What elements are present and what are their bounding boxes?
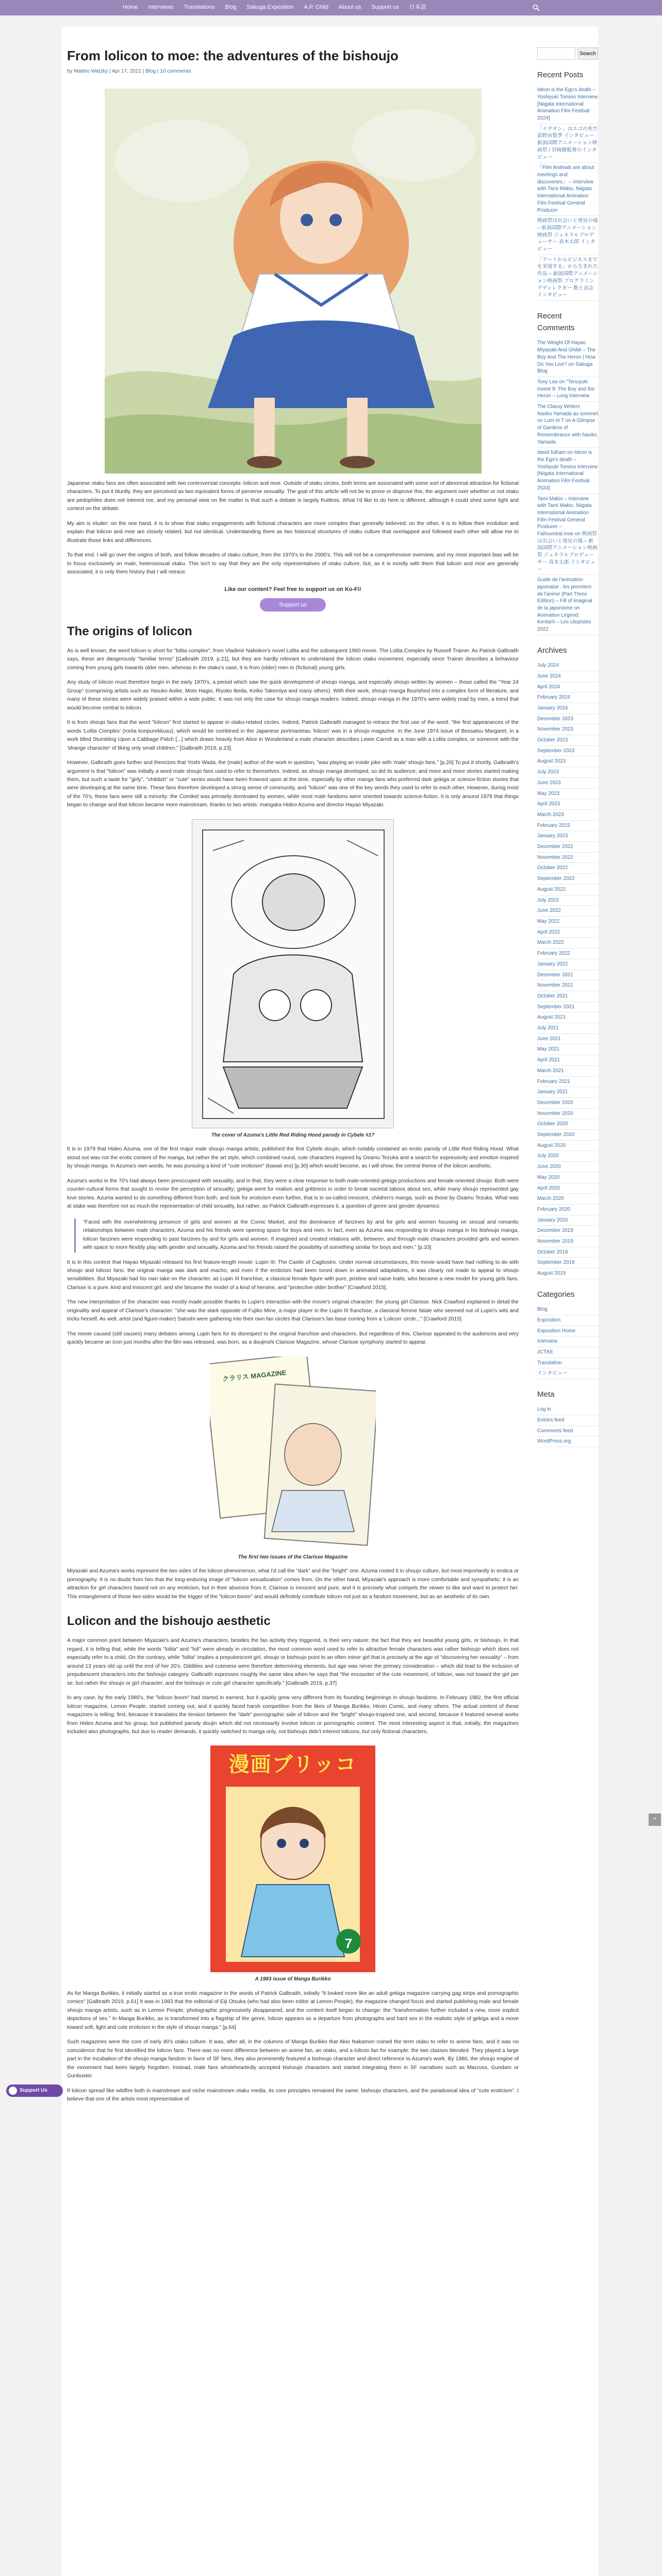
clarisse-cover-title: クラリス MAGAZINE bbox=[222, 1368, 287, 1383]
sidebar-list-item bbox=[537, 1236, 598, 1247]
kofi-cup-icon bbox=[9, 2087, 17, 2095]
sidebar-list-item bbox=[537, 895, 598, 906]
archive-link[interactable]: January 2022 bbox=[537, 961, 568, 967]
figure-manga-burikko bbox=[67, 1745, 519, 1984]
archive-link[interactable]: September 2023 bbox=[537, 748, 575, 754]
nav-japanese[interactable]: 日本語 bbox=[409, 4, 426, 11]
meta-link[interactable]: Log in bbox=[537, 1406, 551, 1413]
sidebar-list-item bbox=[537, 948, 598, 959]
sidebar-list-item bbox=[537, 821, 598, 832]
recent-posts-list bbox=[537, 85, 598, 301]
sidebar-list-item bbox=[537, 938, 598, 948]
hero-illustration bbox=[105, 89, 482, 473]
archives-title: Archives bbox=[537, 646, 567, 655]
archive-link[interactable]: August 2021 bbox=[537, 1014, 566, 1021]
archive-link[interactable]: July 2022 bbox=[537, 897, 559, 903]
clarisse-covers-drawing bbox=[210, 1357, 376, 1550]
sidebar-list-item bbox=[537, 1347, 598, 1358]
recent-post-link[interactable]: Ideon is the Ego's death – Yoshiyuki Tomino Interview [Niigata International Animation Film Festival 2024] bbox=[537, 87, 598, 122]
floating-support-button[interactable] bbox=[6, 2084, 63, 2097]
category-link[interactable]: Exposition Home bbox=[537, 1328, 576, 1334]
category-link[interactable]: Blog bbox=[537, 1307, 548, 1313]
recent-comment-item[interactable]: david fulham on Ideon is the Ego's death – Yoshiyuki Tomino Interview [Niigata International Animation Film Festival 2024] bbox=[537, 450, 598, 491]
sidebar-list-item bbox=[537, 756, 598, 767]
sidebar-list-item bbox=[537, 85, 598, 124]
post-date: Apr 17, 2021 bbox=[111, 68, 141, 74]
sidebar-list-item bbox=[537, 1258, 598, 1268]
archive-link[interactable]: November 2023 bbox=[537, 726, 573, 733]
recent-comment-item[interactable]: Tami Makio – Interview with Tami Makio, Niigata International Animation Film Festival General Producer – Falfoumeal.moe on 映画祭は出会いと発見の場 – 新潟国際アニメーション映画祭 ジェネラルプロデューサー 真木太郎 インタビュー bbox=[537, 496, 598, 572]
search-icon[interactable] bbox=[533, 4, 540, 11]
archive-link[interactable]: October 2021 bbox=[537, 993, 568, 999]
body-paragraph: It is in this context that Hayao Miyazaki released his first feature-length movie: Lupin III: The Castle of Cagliostro. Under normal circumstances, this movie would have had nothing to do with shoujo and lolicon fans: the original manga was dark and macho, and even if the eroticism had been toned down in animated adaptations, it was clearly not made to appeal to shoujo sensibilities. But Miyazaki had his own take on the character, as Lupin III franchise, a classical female figure with pure, pristine and naive traits, who became a new model for young girls fans. Clarisse is a pure, kind and innocent girl, and she became the model of a kind of heroine, and "protective older brother" [Crawford 2015]. bbox=[67, 1259, 519, 1291]
sidebar-search-button[interactable]: Search bbox=[577, 47, 598, 60]
category-link[interactable]: Exposition bbox=[537, 1317, 561, 1323]
category-link[interactable]: Translation bbox=[537, 1360, 562, 1366]
sidebar-list-item bbox=[537, 1077, 598, 1088]
bishoujo-illustration bbox=[105, 89, 482, 473]
sidebar-list-item bbox=[537, 959, 598, 970]
body-paragraph: As for Manga Burikko, it initially started as a true erotic magazine in the words of Patrick Galbraith, initially "it looked more like an adult gekiga magazine carrying gag strips and pornographic comics" [Galbraith 2019, p.61] It was in 1983 that the editorial of Eiji Otsuka (who had also been editor at Lemon People), the magazine changed focus and started publishing male and female shoujo manga artists, such as in Lemon People, photographic progressively disappeared, and the content itself began to change: the "transformation further included a new, more explicit depictions of sex." In Manga Burikko, as is transformed into a flagship of the genre, lolicon appears as a departure from photographs and hard sex in the realistic style of gekiga and a move toward soft, light and cute eroticism in the style of shoujo manga." [p.64] bbox=[67, 1990, 519, 2030]
intro-paragraph: My aim is eluder: on the one hand, it is to show that otaku engagements with fictional characters are more complex than generally believed; on the other, it is to follow their evolution and explain that lolicon and moe are closely related, but not identical. Understanding them as two historical structures of otaku culture that overlapped and followed each other will allow me to illustrate those links and differences. bbox=[67, 520, 519, 544]
archive-link[interactable]: March 2020 bbox=[537, 1196, 564, 1202]
category-link[interactable]: Blog bbox=[145, 68, 156, 74]
content-wrapper bbox=[62, 27, 598, 2576]
sidebar-list-item bbox=[537, 1415, 598, 1426]
nav-blog[interactable]: Blog bbox=[225, 4, 237, 11]
archive-link[interactable]: June 2023 bbox=[537, 779, 561, 786]
archive-link[interactable]: March 2023 bbox=[537, 811, 564, 818]
figure-caption: The cover of Azuma's Little Red Riding Hood parody in Cybele #1? bbox=[211, 1132, 375, 1138]
archive-link[interactable]: July 2020 bbox=[537, 1153, 559, 1159]
sidebar-list-item bbox=[537, 124, 598, 163]
article bbox=[67, 47, 519, 2576]
post-title: From lolicon to moe: the adventures of the bishoujo bbox=[67, 48, 399, 63]
nav-about-us[interactable]: About us bbox=[339, 4, 361, 11]
meta-title: Meta bbox=[537, 1390, 555, 1399]
kofi-support-button[interactable]: Support us bbox=[260, 598, 326, 612]
burikko-issue-number: 7 bbox=[344, 1936, 353, 1952]
recent-posts-title: Recent Posts bbox=[537, 71, 584, 79]
scroll-to-top-button[interactable]: ^ bbox=[649, 1814, 661, 1826]
archive-link[interactable]: December 2023 bbox=[537, 716, 573, 722]
sidebar-list-item bbox=[537, 402, 598, 448]
sidebar-list-item bbox=[537, 874, 598, 885]
nav-interviews[interactable]: Interviews bbox=[148, 4, 174, 11]
sidebar-list-item bbox=[537, 927, 598, 938]
recent-comment-item[interactable]: Tony Lee on "Tenuyuki Invest 9: The Boy and the Heron – Long Interview bbox=[537, 379, 595, 399]
sidebar-list-item bbox=[537, 810, 598, 821]
clarisse-magazine-image bbox=[210, 1357, 376, 1550]
archive-link[interactable]: October 2023 bbox=[537, 737, 568, 743]
archive-link[interactable]: April 2023 bbox=[537, 801, 560, 807]
archive-link[interactable]: February 2024 bbox=[537, 694, 570, 701]
archive-link[interactable]: July 2021 bbox=[537, 1025, 559, 1031]
archive-link[interactable]: September 2021 bbox=[537, 1004, 575, 1010]
archive-link[interactable]: March 2021 bbox=[537, 1067, 564, 1074]
intro-paragraph: To that end, I will go over the origins of both, and follow decades of otaku culture, from the 1970's to the 2000's. This will not be a comprehensive overview, and my most important bias will be to focus exclusively on male, heterosexual otaku. This isn't to say that they are the only representatives of otaku culture, but, as it is mostly with them that lolicon and moe are generally associated, it is only them history that I will retrace. bbox=[67, 552, 519, 575]
archive-link[interactable]: November 2020 bbox=[537, 1110, 573, 1116]
sidebar-list-item bbox=[537, 789, 598, 800]
sidebar-list-item bbox=[537, 1034, 598, 1045]
nav-support-us[interactable]: Support us bbox=[371, 4, 399, 11]
recent-comment-item[interactable]: The Classy Writers · Naoko Yamada au sommet on Lum et T on A Glimpse of Gardens of Remembrance with Naoko Yamada bbox=[537, 404, 598, 445]
sidebar-list-item bbox=[537, 1404, 598, 1415]
sidebar-list-item bbox=[537, 1141, 598, 1151]
intro-paragraph: Japanese otaku fans are often associated with two controversial concepts: lolicon and moe. Outside of otaku circles, both terms are associated with some sort of abnormal attraction for fictional characters. To put it bluntly, they are perceived as two equivalent forms of perverse sexuality. The goal of this article will not be to prove or disprove this, the argument over whether or not otaku are pedophiles does not interest me, and my personal view on the matter is that such a debate is largely fruitless. What I'd like to do here is different, although it could shed some light and context on the debate. bbox=[67, 481, 519, 512]
sidebar-list-item bbox=[537, 1183, 598, 1194]
categories-title: Categories bbox=[537, 1290, 575, 1299]
sidebar-list-item bbox=[537, 1315, 598, 1326]
sidebar-list-item bbox=[537, 1358, 598, 1369]
archive-link[interactable]: May 2022 bbox=[537, 918, 560, 924]
sidebar-list-item bbox=[537, 714, 598, 725]
body-paragraph: If lolicon spread like wildfire both in mainstream and niche mainstream otaku media, its core principles remained the same: bishoujo characters, and the paradoxical idea of "cute eroticism". I believe that one of the artists most representative of bbox=[67, 2088, 519, 2103]
manga-cover-drawing bbox=[192, 820, 394, 1128]
archive-link[interactable]: June 2021 bbox=[537, 1036, 561, 1042]
sidebar-list-item bbox=[537, 575, 598, 635]
category-link[interactable]: Interview bbox=[537, 1338, 558, 1345]
archive-link[interactable]: June 2022 bbox=[537, 908, 561, 914]
sidebar-list-item bbox=[537, 970, 598, 981]
archive-link[interactable]: October 2020 bbox=[537, 1121, 568, 1127]
sidebar-list-item bbox=[537, 885, 598, 895]
block-quote: "Faced with the overwhelming presence of girls and women at the Comic Market, and the dominance of fanzines by and for girls and women focusing on sexual and romantic relationships between male characters, Azuma and his friends were opening space for boys and men. In fact, even as Azuma was responding to shoujo manga in his bishoujo manga, lolicon fanzines were responding to past fanzines by and for girls and women. If imagined and created relations with, between, and through male characters provided girls and women with space to more flexibly play with gender and sexuality, Azuma and his friends raised the possibility of something similar for boys and men." [p.33] bbox=[74, 1218, 519, 1252]
archive-link[interactable]: May 2023 bbox=[537, 790, 560, 796]
sidebar-list-item bbox=[537, 1194, 598, 1205]
archive-link[interactable]: October 2022 bbox=[537, 865, 568, 871]
section-heading: Lolicon and the bishoujo aesthetic bbox=[67, 1614, 271, 1629]
body-paragraph: Azuma's works in the 70's had always been preoccupied with sexuality, and in that, they were a clear response to both male-oriented gekiga productions and female-oriented shoujo. Both were counter-cultural forms that sought to revise the perception of sexuality; gekiga went for realism and grittiness in order to break societal taboos about sex, while many shoujo represented gay love stories. Azuma wanted to do something different from both, and look for eroticism even further, that is in so-called innocent, children's manga, such as those by Osamu Tezuka. What was at stake was therefore not so much the representation of child sexuality, but rather, as Patrick Galbraith expresses it, a question of genre and gender dynamics: bbox=[67, 1178, 519, 1210]
recent-comments-title: Recent Comments bbox=[537, 311, 575, 333]
archive-link[interactable]: January 2024 bbox=[537, 705, 568, 711]
sidebar-list-item bbox=[537, 1215, 598, 1226]
sidebar-list-item bbox=[537, 338, 598, 377]
sidebar-list-item bbox=[537, 1151, 598, 1162]
sidebar-list-item bbox=[537, 799, 598, 810]
sidebar-list-item bbox=[537, 703, 598, 714]
archive-link[interactable]: August 2023 bbox=[537, 758, 566, 765]
recent-comment-item[interactable]: Guide de l'animation japonaise : les pionniers de l'anime (Part Three Edition) – Fill of imaginal de la japonisme on Animation Legend: Kentarō – Les Utopistes 2022 bbox=[537, 577, 592, 633]
sidebar-list-item bbox=[537, 1055, 598, 1066]
sidebar-list-item bbox=[537, 1109, 598, 1120]
sidebar-list-item bbox=[537, 746, 598, 757]
sidebar-list-item bbox=[537, 1066, 598, 1077]
section-heading: The origins of lolicon bbox=[67, 624, 192, 638]
archive-link[interactable]: February 2020 bbox=[537, 1206, 570, 1212]
sidebar-list-item bbox=[537, 494, 598, 575]
body-paragraph: A major common point between Miyazaki's and Azuma's characters, besides the fan activity they triggered, is their very nature: the fact that they are beautiful young girls, or bishoujo. In that regard, it is telling that, while the words "lolita" and "loli" were already in circulation, the most common word used to refer to attractive female characters was rather bishoujo which does not especially refer to a child. On the contrary, while "lolita" implies a prepubescent girl, shoujo or bishoujo point to an often minor girl that is precisely at the age of "discovering her sexuality" – from around 13 years old up until the end of her 20's. Oddities and cuteness were therefore determining elements, but age was never the primary consideration – which did lead to the inclusion of prepubescent characters into the bishoujo category. Galbraith expresses roughly the same idea when he says that "the encounter of the cute movement, of lolicon, was not toward the girl per se, but rather the shoujo or girl character, and the bishoujo or cute girl character specifically." [Galbraith 2019, p.37] bbox=[67, 1638, 519, 1686]
body-paragraph: It is in 1979 that Hideo Azuma, one of the first major male shoujo manga artists, published the first Cybele doujin, which notably contained an erotic parody of Little Red Riding Hood. What stood out was not the erotic content of the manga, but rather the art style, which combined round, cute characters inspired by Osamu Tezuka and a search for expressivity and emotion inspired by shoujo manga. In Azuma's own words, he was pursuing a kind of "cute eroticism" (kawaii ero) [p.30] which would become, as I will show, the central theme of the lolicon aesthetic. bbox=[67, 1146, 519, 1170]
sidebar-list-item bbox=[537, 216, 598, 255]
sidebar-list-item bbox=[537, 1087, 598, 1098]
sidebar-list-item bbox=[537, 1173, 598, 1183]
sidebar-search-input[interactable] bbox=[537, 47, 575, 60]
archive-link[interactable]: June 2024 bbox=[537, 673, 561, 679]
recent-post-link[interactable]: 「アートからビジネスまでを実現する」から生まれた作品 – 新潟国際アニメーション映画祭 プログラミングディレクター 数土直志 インタビュー bbox=[537, 257, 598, 298]
sidebar-list-item bbox=[537, 1044, 598, 1055]
floating-support-label: Support Us bbox=[20, 2088, 47, 2093]
sidebar-search bbox=[537, 47, 598, 60]
archive-link[interactable]: January 2023 bbox=[537, 833, 568, 839]
archive-link[interactable]: July 2023 bbox=[537, 769, 559, 775]
archive-link[interactable]: March 2022 bbox=[537, 940, 564, 946]
top-navigation-bar bbox=[0, 0, 662, 15]
sidebar-list-item bbox=[537, 853, 598, 863]
meta-link[interactable]: Entries feed bbox=[537, 1417, 565, 1423]
sidebar-list-item bbox=[537, 377, 598, 402]
nav-ap-child[interactable]: A.P. Child bbox=[304, 4, 329, 11]
body-paragraph: Miyazaki and Azuma's works represent the two sides of the lolicon phenomenon, what I'd call the "dark" and the "bright" one. Azuma rooted it in shoujo culture, but most importantly in erotica or pornography. It is no doubt from him that the long-enduring image of "lolicon sexualization" comes from. On the other hand, Miyazaki's approach is more comfortable and sympathetic: it is an attraction for girl characters based not on any eroticism, but in their absence from it. Clarisse is innocent and pure, and it is precisely what compels the viewer to like and want to protect her. This entanglement of those two sides would be the trigger of the "lolicon boom" and would definitely contribute lolicon not just as a fandom movement, but as an aesthetic of its own. bbox=[67, 1568, 519, 1600]
sidebar bbox=[537, 47, 598, 2005]
sidebar-list-item bbox=[537, 767, 598, 778]
archive-link[interactable]: December 2020 bbox=[537, 1099, 573, 1106]
categories-list bbox=[537, 1304, 598, 1379]
sidebar-list-item bbox=[537, 1023, 598, 1034]
sidebar-list-item bbox=[537, 863, 598, 874]
sidebar-list-item bbox=[537, 724, 598, 735]
archive-link[interactable]: September 2019 bbox=[537, 1260, 575, 1266]
sidebar-list-item bbox=[537, 660, 598, 671]
body-paragraph: It is from shoujo fans that the word "lolicon" first started to appear in otaku-related circles. Indeed, Patrick Galbraith managed to retrace the first use of the word: "the first appearances of the words 'Lolita Complex' (rorita konpurekkusu), which would be combined in the Japanese portmanteau 'lolicon' was in a shoujo magazine. In the June 1974 issue of Bessatsu Margaret, in a work titled Stumbling Upon a Cabbage Patch [...] which draws heavily from Alice in Wonderland a male character describes Lewis Carroll as a man with a Lolita complex, or someone with the 'strange character' of liking only small children." [Galbraith 2019, p.23]. bbox=[67, 720, 519, 751]
post-meta: by Matteo Watzky | Apr 17, 2021 | Blog | 10 comments bbox=[67, 68, 191, 74]
sidebar-list-item bbox=[537, 778, 598, 789]
archive-link[interactable]: April 2022 bbox=[537, 929, 560, 935]
sidebar-list-item bbox=[537, 1130, 598, 1141]
body-paragraph: The new interpretation of the character was mostly made possible thanks to Lupin's interaction with the movie's original character: the young girl Clarisse. Nick Crawford explained in detail the originality and appeal of Clarisse's character: "she was the stark opposite of Fujiko Mine, a major player in the Lupin III franchise, a classical femme fatale who seemed out of Lupin's wits and tricks herself. As well, artist (and figure-maker) Satoshi were gathering into their own fan circles that Clarisse's fan base coming from a 'Lolicon' circle..." [Crawford 2015] bbox=[67, 1299, 519, 1323]
archive-link[interactable]: February 2023 bbox=[537, 822, 570, 828]
nav-translations[interactable]: Translations bbox=[184, 4, 215, 11]
sidebar-list-item bbox=[537, 1119, 598, 1130]
sidebar-list-item bbox=[537, 448, 598, 494]
cybele-cover-image bbox=[192, 819, 394, 1128]
sidebar-list-item bbox=[537, 1268, 598, 1279]
archive-link[interactable]: July 2024 bbox=[537, 663, 559, 669]
sidebar-list-item bbox=[537, 1426, 598, 1437]
kofi-prompt: Like our content? Feel free to support us on Ko-Fi! bbox=[224, 586, 361, 592]
archive-link[interactable]: January 2020 bbox=[537, 1217, 568, 1223]
archive-link[interactable]: November 2021 bbox=[537, 982, 573, 989]
archive-link[interactable]: January 2021 bbox=[537, 1089, 568, 1095]
recent-comment-item[interactable]: The Weight Of Hayao Miyazaki And Ghibli – The Boy And The Heron | How Do You Live? on Sakuga Blog bbox=[537, 340, 596, 375]
burikko-cover-title: 漫画ブリッコ bbox=[228, 1753, 357, 1776]
figure-caption: A 1983 issue of Manga Burikko bbox=[255, 1976, 331, 1982]
sidebar-list-item bbox=[537, 692, 598, 703]
sidebar-list-item bbox=[537, 255, 598, 301]
sidebar-list-item bbox=[537, 831, 598, 842]
archive-link[interactable]: December 2022 bbox=[537, 844, 573, 850]
archive-link[interactable]: November 2019 bbox=[537, 1239, 573, 1245]
meta-link[interactable]: Comments feed bbox=[537, 1428, 573, 1434]
sidebar-list-item bbox=[537, 682, 598, 693]
sidebar-list-item bbox=[537, 1002, 598, 1013]
archive-link[interactable]: February 2021 bbox=[537, 1078, 570, 1084]
archive-link[interactable]: June 2020 bbox=[537, 1164, 561, 1170]
sidebar-list-item bbox=[537, 1012, 598, 1023]
sidebar-list-item bbox=[537, 1162, 598, 1173]
meta-list bbox=[537, 1404, 598, 1447]
sidebar-list-item bbox=[537, 1436, 598, 1447]
archive-link[interactable]: May 2020 bbox=[537, 1174, 560, 1180]
sidebar-list-item bbox=[537, 842, 598, 853]
body-paragraph: The movie caused (still causes) many debates among Lupin fans for its disrespect to the original franchise and characters. But regardless of this, Clarisse appealed to the audiences and very quickly became an icon just months after the film was released, was born, as a doujinshi Clarisse Magazine, whose Clarisse symphony started to appear. bbox=[67, 1331, 519, 1346]
archive-link[interactable]: April 2020 bbox=[537, 1185, 560, 1191]
comments-link[interactable]: 10 comments bbox=[160, 68, 191, 74]
nav-sakuga-exposition[interactable]: Sakuga Exposition bbox=[246, 4, 294, 11]
archive-link[interactable]: May 2021 bbox=[537, 1046, 560, 1053]
archive-link[interactable]: April 2024 bbox=[537, 684, 560, 690]
archive-link[interactable]: November 2022 bbox=[537, 854, 573, 860]
category-link[interactable]: JCTKE bbox=[537, 1349, 554, 1355]
sidebar-list-item bbox=[537, 917, 598, 927]
meta-by: by bbox=[67, 68, 73, 74]
sidebar-list-item bbox=[537, 1368, 598, 1379]
archive-link[interactable]: August 2020 bbox=[537, 1142, 566, 1148]
sidebar-list-item bbox=[537, 671, 598, 682]
sidebar-list-item bbox=[537, 163, 598, 216]
archive-link[interactable]: April 2021 bbox=[537, 1057, 560, 1063]
nav-home[interactable]: Home bbox=[123, 4, 138, 11]
category-link[interactable]: インタビュー bbox=[537, 1370, 568, 1377]
body-paragraph: Any study of lolicon must therefore begin in the early 1970's, a period which saw the quick development of shoujo manga, and especially shoujo written by women – those called the "Year 24 Group" (comprising artists such as Yasuko Aoike, Moto Hagio, Riyoko Ikeda, Keiko Takemiya and many others). With their work, shoujo manga flourished into a complex form of literature, and many of these stories were widely praised within a wide public. It was not only the case for shoujo manga readers: indeed, shoujo manga in the 1970's were widely read by men, a trend that would become central to lolicon. bbox=[67, 680, 519, 711]
sidebar-list-item bbox=[537, 1304, 598, 1315]
body-paragraph: As is well known, the word lolicon is short for "lolita complex", from Vladimir Nabokov's novel Lolita and the subsequent 1960 movie. The Lolita Complex by Russell Trainer. As Patrick Galbraith says, these are dangerously "familiar terms" [Galbraith 2019, p.21], but they are hardly relevant to understand the lolicon otaku movement, especially since Trainer describes a behaviour coming from young girls towards older men, whereas in the otaku's case, it is from (older) men to (fictional) young girls. bbox=[67, 648, 519, 671]
archive-link[interactable]: September 2020 bbox=[537, 1132, 575, 1138]
body-paragraph: In any case, by the early 1980's, the "lolicon boom" had started in earnest, but it quickly grew very different from its founding beginnings in shoujo fandoms. In February 1982, the first official lolicon magazine, Lemon People, started coming out, and it quickly faced harsh competition from the likes of Manga Burikko, Hiroin Comic, and many others. The actual content of these magazines is telling: first, because it translates the tension between the "dark" pornographic side of lolicon and the "bright" shoujo-inspired one, and second, because it featured several works from Hideo Azuma and his group, but published parody doujin which did not necessarily involve lolicon or pornographic content. The most interesting aspect is that, initially, the magazines included also photographs, but due to reader demands, it quickly switched to manga only, not bishoujo didn't interest lolicons, but only fictional characters. bbox=[67, 1695, 519, 1735]
body-paragraph: However, Galbraith goes further and theorizes that Yoshi Wada, the (male) author of the work in question, "was playing an inside joke with 'male' shoujo fans." [p.26] To put it shortly, Galbraith's argument is that "lolicon" was initially a word male shoujo fans used to refer to themselves. Indeed, as shoujo manga developed, so did its audience; and more and more stories started making them, but such a taste for "girly", "childish" or "cute" series would have been frowned upon at the time, especially by other manga fans who preferred dark gekiga or science-fiction stories that were developing at the same time. These fans therefore developed a strong sense of community, and "lolicon" was one of the key words they used to refer to each other. However, during most of the 70's, these fans were still a minority: the Comiket was primarily dominated by women, while most male fandoms were oriented towards science-fiction. It is only around 1979 that things began to change and that lolicon became more mainstream, thanks to two artists: mangaka Hideo Azuma and director Hayao Miyazaki. bbox=[67, 760, 519, 808]
archive-link[interactable]: February 2022 bbox=[537, 951, 570, 957]
recent-comments-list bbox=[537, 338, 598, 635]
sidebar-list-item bbox=[537, 1336, 598, 1347]
figure-caption: The first two issues of the Clarisse Magazine bbox=[238, 1554, 348, 1560]
sidebar-list-item bbox=[537, 1205, 598, 1215]
sidebar-list-item bbox=[537, 980, 598, 991]
recent-post-link[interactable]: 「イデオン」はエゴの死だ 富野由悠季 インタビュー 新潟国際アニメーション映画祭 / 宮崎駿監督のインタビュー bbox=[537, 126, 598, 160]
recent-post-link[interactable]: 映画祭は出会いと発見の場 – 新潟国際アニメーション映画祭 ジェネラルプロデューサー 真木太郎 インタビュー bbox=[537, 218, 598, 252]
author-link[interactable]: Matteo Watzky bbox=[74, 68, 108, 74]
figure-cybele-cover bbox=[67, 819, 519, 1140]
sidebar-list-item bbox=[537, 906, 598, 917]
archive-link[interactable]: August 2022 bbox=[537, 886, 566, 892]
archive-link[interactable]: December 2021 bbox=[537, 972, 573, 978]
recent-post-link[interactable]: 「Film festivals are about meetings and discoveries」 – Interview with Tami Makio, Niigata International Animation Film Festival General Producer bbox=[537, 165, 594, 213]
archive-link[interactable]: December 2019 bbox=[537, 1228, 573, 1234]
sidebar-list-item bbox=[537, 1326, 598, 1337]
archives-list bbox=[537, 660, 598, 1279]
figure-clarisse-magazine bbox=[67, 1357, 519, 1562]
sidebar-list-item bbox=[537, 1247, 598, 1258]
main-nav bbox=[123, 0, 426, 15]
sidebar-list-item bbox=[537, 1098, 598, 1109]
body-paragraph: Such magazines were the core of early 80's otaku culture. It was, after all, in the columns of Manga Burikko that Akio Nakamori coined the term otaku to refer to anime fans, and it was no coincidence that he first identified the lolicon fans. There was no more difference between an anime fan, an otaku, and a lolicon fan for example: the two classes blended. They played a large part in the incubation of the shoujo manga fandom in favor of SF fans, they also prominently featured a bishoujo character and direct reference to Azuma's work. By 1980, the shoujo engine of the movement had been largely forgotten. Instead, male fans wholeheartedly accepted bishoujo characters and started integrating them in SF narratives such as Macross, Gundam or Gunbuster. bbox=[67, 2039, 519, 2079]
archive-link[interactable]: August 2019 bbox=[537, 1270, 566, 1277]
archive-link[interactable]: October 2019 bbox=[537, 1249, 568, 1255]
archive-link[interactable]: September 2022 bbox=[537, 876, 575, 882]
sidebar-list-item bbox=[537, 991, 598, 1002]
meta-link[interactable]: WordPress.org bbox=[537, 1438, 571, 1445]
burikko-cover-image bbox=[210, 1745, 375, 1972]
sidebar-list-item bbox=[537, 735, 598, 746]
sidebar-list-item bbox=[537, 1226, 598, 1236]
